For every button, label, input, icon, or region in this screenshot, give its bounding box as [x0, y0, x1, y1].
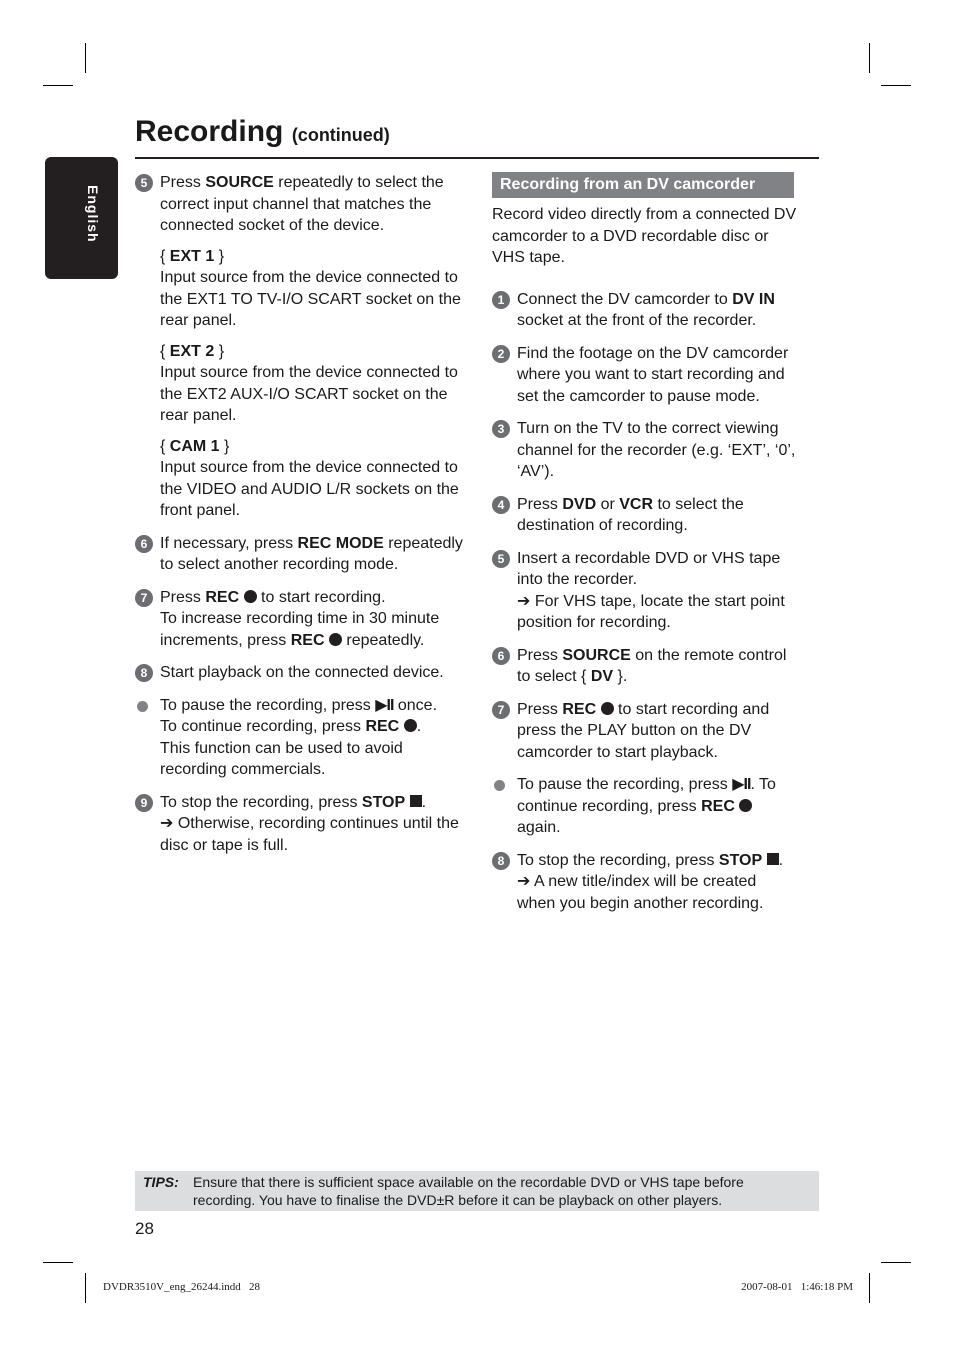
option-desc: Input source from the device connected to the EXT1 TO TV-I/O SCART socket on the rear panel.	[160, 269, 461, 329]
key-label: REC	[365, 718, 400, 735]
page-number: 28	[135, 1219, 154, 1238]
language-tab-label: English	[85, 185, 101, 243]
step-number: 4	[492, 496, 510, 514]
step-text: to select the destination of recording.	[517, 495, 744, 534]
step-number: 2	[492, 345, 510, 363]
bullet-icon	[494, 780, 505, 791]
step-number: 8	[135, 664, 153, 682]
step-text: .	[421, 793, 427, 811]
step-text: To continue recording, press	[160, 718, 366, 735]
step-text: to start recording and press the PLAY button on the DV camcorder to start playback.	[517, 700, 770, 761]
crop-mark	[869, 1273, 870, 1303]
option-cam1: { CAM 1 } Input source from the device connected to the VIDEO and AUDIO L/R sockets on the front panel.	[160, 437, 459, 519]
step-text: socket at the front of the recorder.	[517, 312, 757, 329]
title-rule	[135, 157, 819, 159]
step-5-source	[135, 172, 465, 522]
step-text: . To continue recording, press	[517, 776, 776, 815]
crop-mark	[43, 85, 73, 86]
section-heading: Recording from an DV camcorder	[492, 172, 794, 198]
footer-file: DVDR3510V_eng_26244.indd 28	[103, 1281, 261, 1293]
page-title-main: Recording	[135, 115, 284, 148]
step-text: To stop the recording, press	[160, 793, 362, 811]
step-text: .	[778, 851, 784, 869]
right-column	[468, 172, 798, 925]
stop-square-icon	[410, 795, 422, 807]
step-9-stop	[135, 792, 465, 857]
play-pause-icon: ▶II	[732, 776, 751, 793]
step-note: A new title/index will be created when you begin another recording.	[517, 873, 764, 912]
step-4-destination	[492, 494, 798, 537]
step-text: Press	[517, 495, 563, 513]
step-7-rec	[135, 587, 465, 652]
step-8-playback	[135, 662, 465, 684]
crop-mark	[85, 1273, 86, 1303]
step-text: repeatedly to select the correct input channel that matches the connected socket of the device.	[160, 174, 444, 234]
step-text: If necessary, press	[160, 534, 298, 552]
footer-timestamp: 2007-08-01 1:46:18 PM	[741, 1281, 853, 1293]
crop-mark	[869, 43, 870, 73]
step-text: This function can be used to avoid recording commercials.	[160, 739, 403, 778]
record-dot-icon	[739, 799, 752, 812]
crop-mark	[881, 85, 911, 86]
bullet-icon	[137, 701, 148, 712]
step-text: Connect the DV camcorder to	[517, 290, 733, 308]
key-label: DV	[590, 668, 614, 685]
key-label: STOP	[361, 793, 406, 811]
bullet-pause	[135, 695, 465, 781]
step-number: 7	[135, 589, 153, 607]
crop-mark	[43, 1262, 73, 1263]
crop-mark	[85, 43, 86, 73]
key-label: REC MODE	[297, 534, 384, 552]
play-pause-icon: ▶II	[375, 696, 394, 714]
key-label: STOP	[718, 851, 763, 869]
key-label: DVD	[562, 495, 597, 513]
step-text: To pause the recording, press	[517, 776, 733, 793]
step-text: To increase recording time in 30 minute increments, press	[160, 610, 440, 649]
step-text: repeatedly.	[341, 631, 425, 649]
page-title-sub: (continued)	[291, 125, 390, 145]
step-number: 6	[492, 647, 510, 665]
step-number: 8	[492, 852, 510, 870]
tips-label: TIPS:	[143, 1174, 179, 1190]
record-dot-icon	[601, 702, 614, 715]
bullet-pause	[492, 774, 798, 839]
key-label: REC	[701, 797, 735, 815]
step-text: or	[596, 495, 620, 513]
arrow-icon: ➔	[517, 873, 531, 890]
step-number: 7	[492, 701, 510, 719]
tips-box	[135, 1171, 819, 1211]
step-text: once.	[393, 696, 438, 714]
step-note: Otherwise, recording continues until the disc or tape is full.	[160, 815, 459, 854]
step-text: Press	[160, 588, 206, 606]
key-label: REC	[290, 631, 325, 649]
step-text: Insert a recordable DVD or VHS tape into the recorder.	[517, 549, 781, 588]
step-text: Find the footage on the DV camcorder where you want to start recording and set the camcorder to pause mode.	[517, 344, 789, 405]
record-dot-icon	[329, 633, 342, 646]
step-text: To pause the recording, press	[160, 696, 376, 714]
step-number: 9	[135, 794, 153, 812]
arrow-icon: ➔	[160, 815, 174, 832]
section-intro: Record video directly from a connected DV camcorder to a DVD recordable disc or VHS tape.	[492, 206, 797, 266]
option-name: CAM 1	[169, 437, 220, 455]
option-name: EXT 1	[169, 247, 215, 265]
step-7-rec	[492, 699, 798, 764]
step-2-footage	[492, 343, 798, 408]
option-ext1: { EXT 1 } Input source from the device connected to the EXT1 TO TV-I/O SCART socket on the rear panel.	[160, 247, 461, 329]
key-label: SOURCE	[205, 174, 274, 191]
key-label: REC	[562, 700, 597, 718]
step-note: For VHS tape, locate the start point position for recording.	[517, 592, 785, 631]
option-name: EXT 2	[169, 342, 215, 360]
step-text: Turn on the TV to the correct viewing channel for the recorder (e.g. ‘EXT’, ‘0’, ‘AV’).	[517, 420, 796, 480]
key-label: VCR	[619, 495, 654, 513]
step-number: 5	[135, 174, 153, 192]
step-number: 3	[492, 420, 510, 438]
step-text: }.	[613, 668, 628, 685]
step-text: Press	[160, 174, 206, 191]
key-label: DV IN	[732, 290, 775, 308]
record-dot-icon	[404, 719, 417, 732]
stop-square-icon	[767, 853, 779, 865]
step-text: repeatedly to select another recording mode.	[160, 534, 463, 573]
left-column	[135, 172, 465, 867]
option-desc: Input source from the device connected to the VIDEO and AUDIO L/R sockets on the front panel.	[160, 459, 459, 519]
tips-text: Ensure that there is sufficient space available on the recordable DVD or VHS tape before recording. You have to finalise the DVD±R before it can be playback on other players.	[193, 1174, 744, 1208]
arrow-icon: ➔	[517, 592, 531, 610]
step-text: To stop the recording, press	[517, 851, 719, 869]
step-text: again.	[517, 819, 561, 836]
step-text: Press	[517, 646, 563, 664]
step-8-stop	[492, 850, 798, 915]
crop-mark	[881, 1262, 911, 1263]
step-number: 1	[492, 291, 510, 309]
option-desc: Input source from the device connected to the EXT2 AUX-I/O SCART socket on the rear panel.	[160, 364, 458, 424]
language-tab	[45, 157, 118, 279]
step-3-tv	[492, 418, 798, 483]
step-text: on the remote control to select {	[517, 646, 787, 685]
step-1-connect	[492, 289, 798, 332]
step-6-rec-mode	[135, 533, 465, 576]
key-label: SOURCE	[562, 646, 631, 664]
key-label: REC	[205, 588, 240, 606]
page-title	[135, 115, 390, 149]
record-dot-icon	[244, 590, 257, 603]
step-text: Start playback on the connected device.	[160, 664, 444, 681]
step-text: to start recording.	[256, 588, 386, 606]
step-text: .	[416, 718, 422, 735]
option-ext2: { EXT 2 } Input source from the device connected to the EXT2 AUX-I/O SCART socket on the rear panel.	[160, 342, 458, 424]
step-number: 5	[492, 550, 510, 568]
step-number: 6	[135, 535, 153, 553]
step-text: Press	[517, 700, 563, 718]
step-6-source	[492, 645, 798, 688]
step-5-insert	[492, 548, 798, 634]
